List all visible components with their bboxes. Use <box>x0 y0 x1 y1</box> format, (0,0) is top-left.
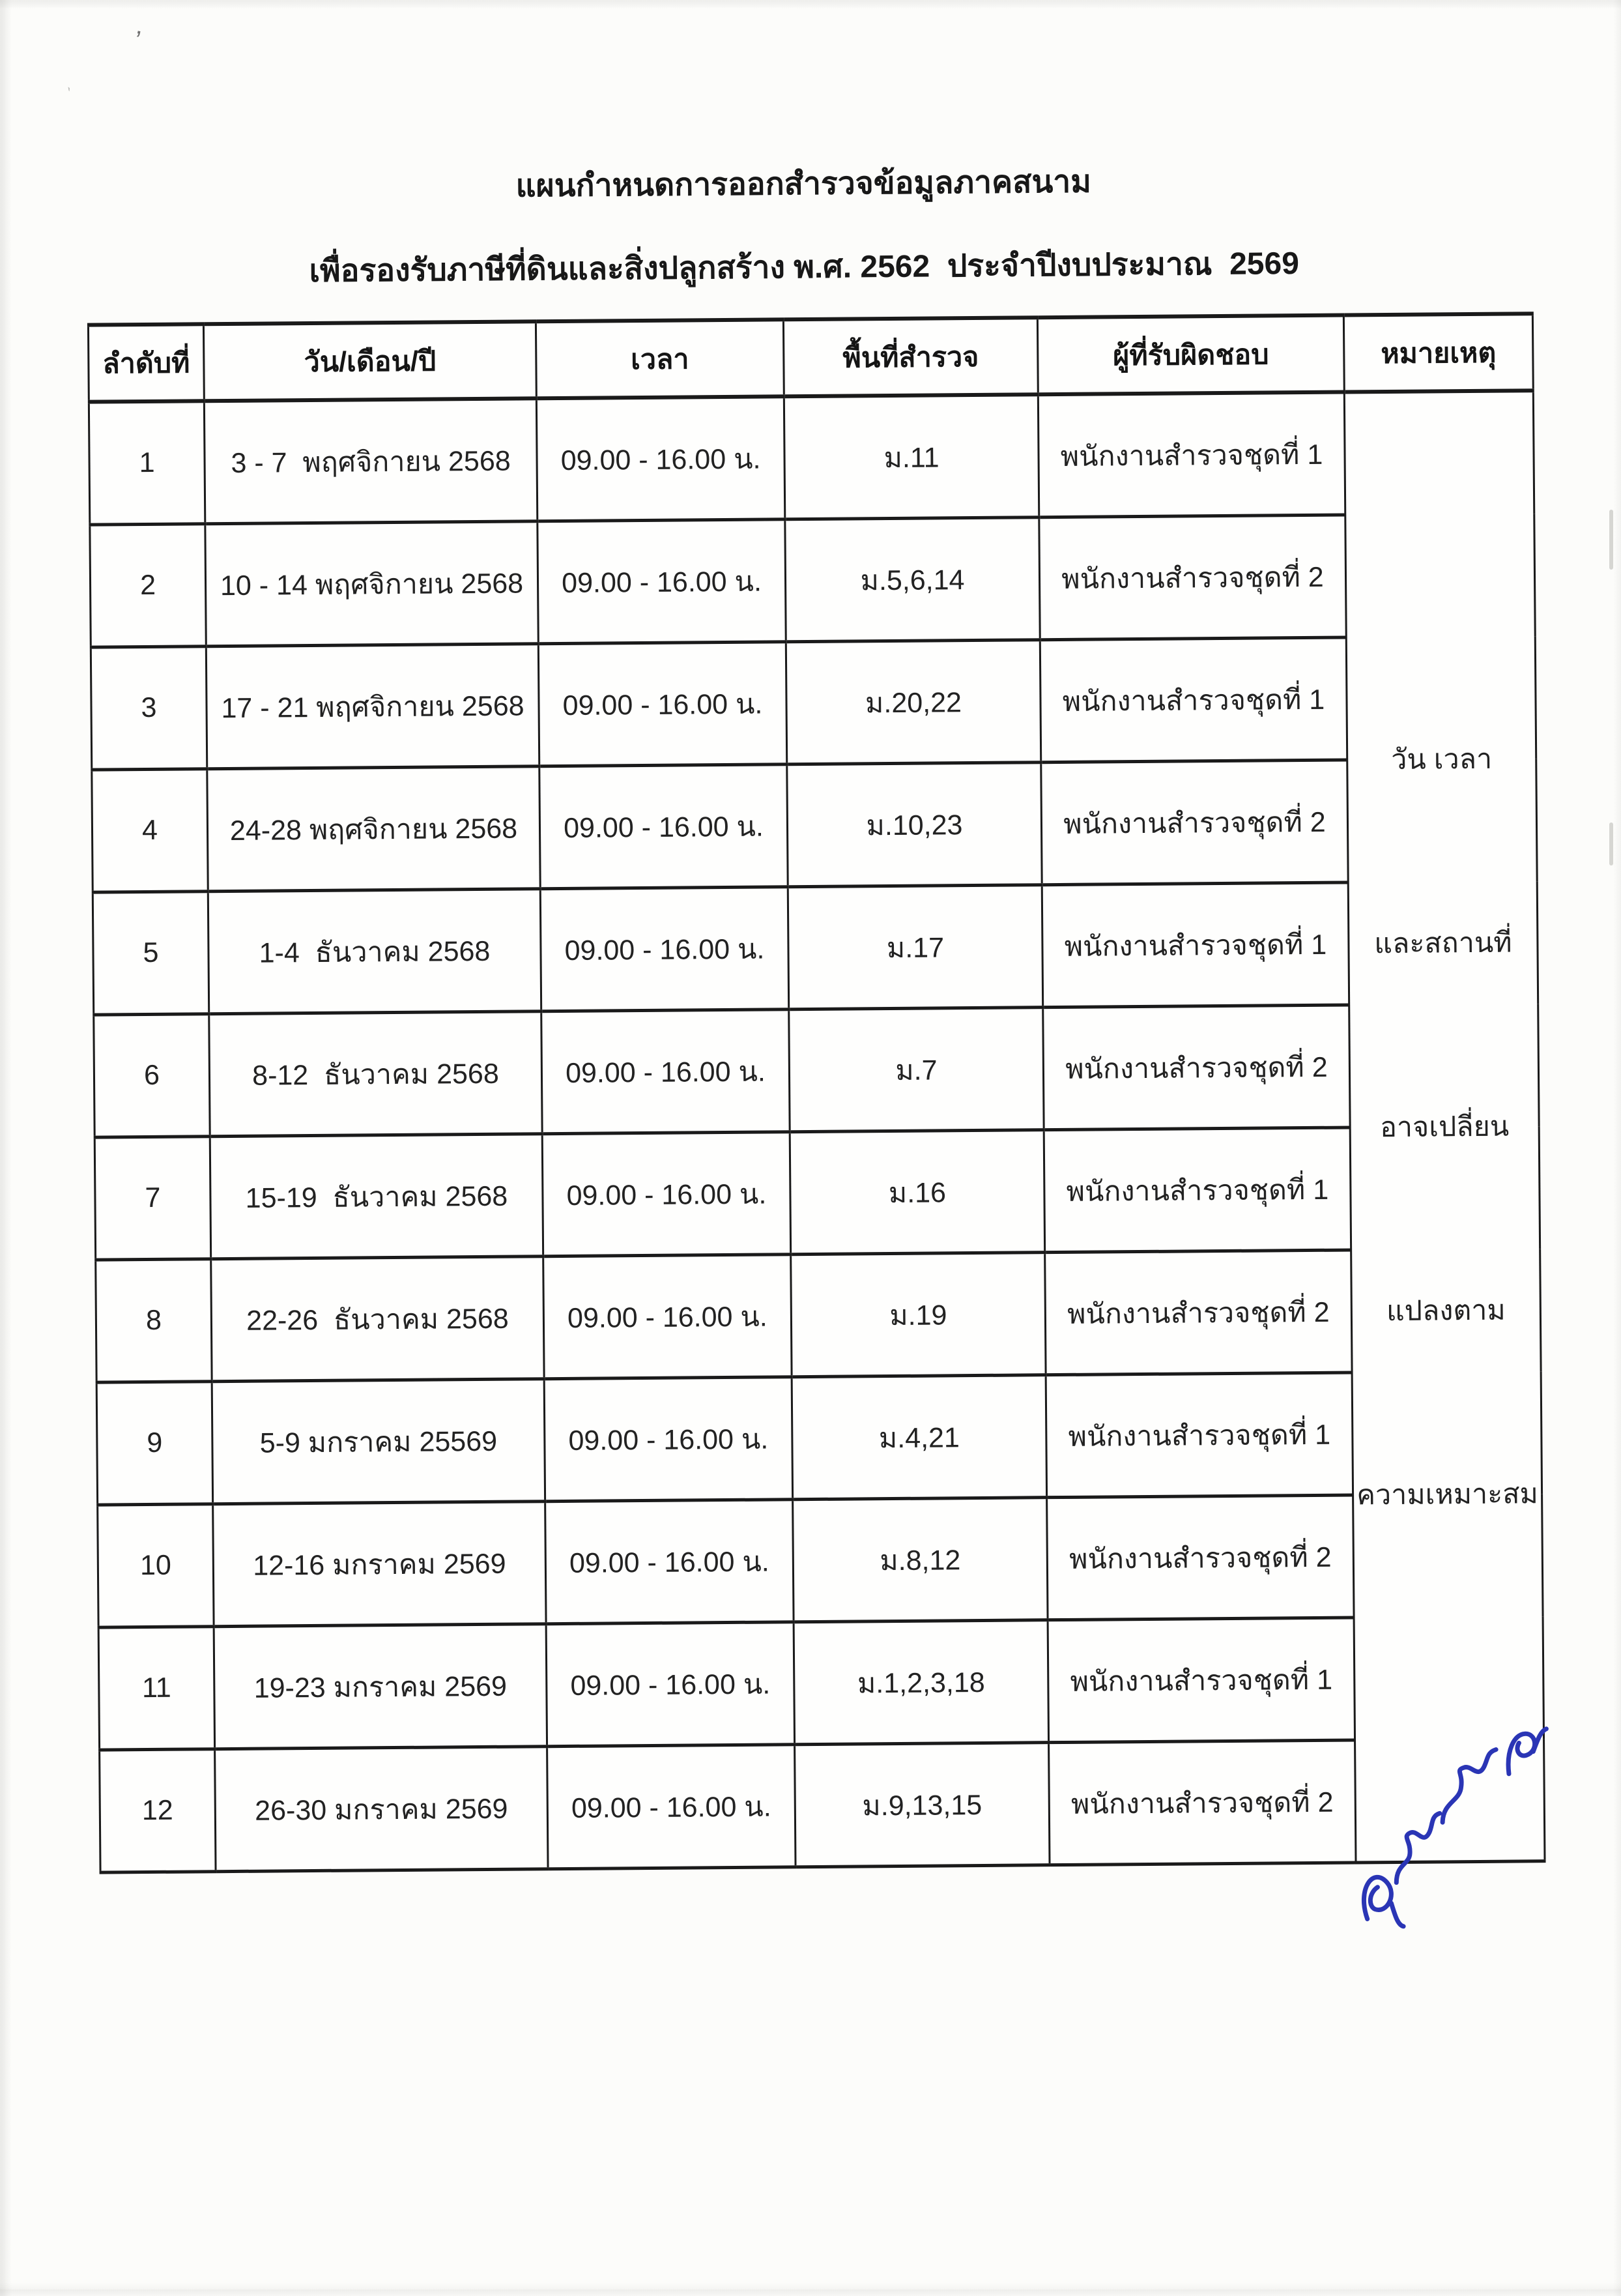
remarks-cell <box>1344 390 1545 1863</box>
row-responsible: พนักงานสำรวจชุดที่ 1 <box>1042 882 1349 1008</box>
row-time: 09.00 - 16.00 น. <box>539 764 788 889</box>
row-date: 26-30 มกราคม 2569 <box>215 1747 548 1872</box>
row-number: 8 <box>96 1259 212 1382</box>
row-date: 22-26 ธันวาคม 2568 <box>211 1257 544 1382</box>
table-row <box>94 1126 1540 1260</box>
row-time: 09.00 - 16.00 น. <box>538 519 786 644</box>
row-responsible: พนักงานสำรวจชุดที่ 1 <box>1038 392 1345 517</box>
header-time: เวลา <box>536 319 784 398</box>
table-row <box>96 1371 1542 1505</box>
scan-artifact-mark: ` <box>57 83 74 103</box>
header-order: ลำดับที่ <box>88 324 204 401</box>
row-area: ม.5,6,14 <box>785 517 1040 642</box>
row-responsible: พนักงานสำรวจชุดที่ 2 <box>1043 1005 1350 1130</box>
row-area: ม.7 <box>789 1008 1044 1132</box>
row-number: 6 <box>94 1014 210 1137</box>
scan-artifact-mark: ’ <box>131 25 143 55</box>
page-subtitle: เพื่อรองรับภาษีที่ดินและสิ่งปลูกสร้าง พ.ศ. 2562 ประจำปีงบประมาณ 2569 <box>309 246 1300 289</box>
table-row <box>100 1739 1545 1872</box>
row-time: 09.00 - 16.00 น. <box>542 1132 790 1257</box>
table-row <box>89 390 1534 525</box>
row-number: 1 <box>89 401 205 525</box>
row-date: 1-4 ธันวาคม 2568 <box>208 889 541 1014</box>
row-responsible: พนักงานสำรวจชุดที่ 1 <box>1046 1373 1353 1498</box>
row-time: 09.00 - 16.00 น. <box>536 396 784 521</box>
row-area: ม.10,23 <box>787 763 1042 887</box>
row-area: ม.20,22 <box>786 640 1040 764</box>
row-time: 09.00 - 16.00 น. <box>547 1745 796 1869</box>
row-responsible: พนักงานสำรวจชุดที่ 1 <box>1048 1618 1355 1743</box>
remark-line: แปลงตาม <box>1386 1294 1506 1327</box>
table-row <box>91 636 1536 770</box>
table-row <box>98 1494 1543 1627</box>
table-header-row <box>88 313 1533 401</box>
scan-edge-smudge <box>1609 510 1613 570</box>
row-responsible: พนักงานสำรวจชุดที่ 2 <box>1041 760 1348 885</box>
row-date: 5-9 มกราคม 25569 <box>212 1379 545 1504</box>
row-responsible: พนักงานสำรวจชุดที่ 2 <box>1049 1740 1356 1865</box>
remark-line: วัน เวลา <box>1391 743 1493 776</box>
row-date: 15-19 ธันวาคม 2568 <box>210 1134 543 1259</box>
row-area: ม.8,12 <box>793 1498 1048 1622</box>
table-row <box>92 759 1537 892</box>
row-time: 09.00 - 16.00 น. <box>541 1010 790 1134</box>
row-responsible: พนักงานสำรวจชุดที่ 2 <box>1045 1250 1352 1375</box>
table-row <box>98 1616 1543 1750</box>
row-number: 10 <box>98 1504 214 1627</box>
row-number: 12 <box>100 1749 216 1872</box>
remark-line: ความเหมาะสม <box>1356 1477 1539 1511</box>
row-responsible: พนักงานสำรวจชุดที่ 1 <box>1044 1127 1351 1253</box>
page-title: แผนกำหนดการออกสำรวจข้อมูลภาคสนาม <box>515 164 1092 204</box>
row-area: ม.11 <box>784 394 1039 519</box>
row-number: 7 <box>94 1137 210 1260</box>
schedule-table <box>87 312 1546 1874</box>
row-responsible: พนักงานสำรวจชุดที่ 1 <box>1040 637 1347 763</box>
row-area: ม.1,2,3,18 <box>794 1620 1048 1745</box>
row-number: 11 <box>98 1627 214 1750</box>
row-responsible: พนักงานสำรวจชุดที่ 2 <box>1039 515 1346 640</box>
row-date: 19-23 มกราคม 2569 <box>214 1624 547 1749</box>
row-time: 09.00 - 16.00 น. <box>538 642 786 766</box>
remark-line: อาจเปลี่ยน <box>1379 1111 1510 1143</box>
row-area: ม.9,13,15 <box>795 1743 1050 1867</box>
row-area: ม.19 <box>791 1253 1046 1377</box>
row-date: 17 - 21 พฤศจิกายน 2568 <box>206 644 539 769</box>
row-number: 4 <box>92 769 208 892</box>
row-number: 2 <box>90 524 206 647</box>
header-responsible: ผู้ที่รับผิดชอบ <box>1037 315 1344 395</box>
row-date: 24-28 พฤศจิกายน 2568 <box>207 766 540 892</box>
row-time: 09.00 - 16.00 น. <box>546 1622 794 1747</box>
row-date: 8-12 ธันวาคม 2568 <box>209 1011 542 1137</box>
header-remarks: หมายเหตุ <box>1343 313 1533 392</box>
row-date: 3 - 7 พฤศจิกายน 2568 <box>204 398 537 523</box>
row-time: 09.00 - 16.00 น. <box>545 1500 794 1624</box>
row-number: 5 <box>93 892 208 1015</box>
header-date: วัน/เดือน/ปี <box>203 321 536 401</box>
header-area: พื้นที่สำรวจ <box>783 317 1038 396</box>
row-responsible: พนักงานสำรวจชุดที่ 2 <box>1047 1495 1354 1620</box>
row-area: ม.17 <box>788 885 1042 1010</box>
scan-edge-smudge <box>1609 822 1613 865</box>
table-row <box>96 1249 1541 1382</box>
row-area: ม.16 <box>790 1130 1044 1255</box>
table-row <box>90 514 1535 647</box>
table-row <box>94 1004 1539 1137</box>
row-number: 9 <box>96 1382 212 1505</box>
row-area: ม.4,21 <box>792 1375 1046 1500</box>
row-time: 09.00 - 16.00 น. <box>540 887 788 1011</box>
table-row <box>93 881 1538 1015</box>
remark-line: และสถานที่ <box>1374 927 1512 959</box>
row-date: 12-16 มกราคม 2569 <box>213 1502 546 1627</box>
row-time: 09.00 - 16.00 น. <box>543 1255 792 1379</box>
row-date: 10 - 14 พฤศจิกายน 2568 <box>205 521 538 647</box>
row-time: 09.00 - 16.00 น. <box>544 1377 792 1502</box>
row-number: 3 <box>91 647 207 770</box>
